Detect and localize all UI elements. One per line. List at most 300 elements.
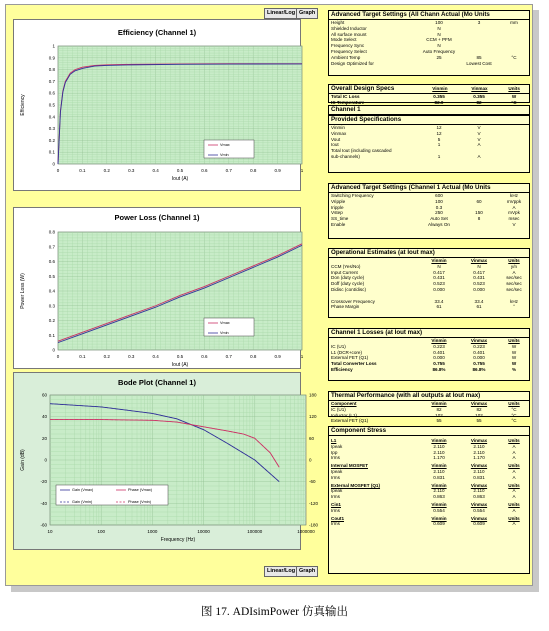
cell: 0.000 bbox=[433, 286, 445, 292]
cell: 0.523 bbox=[433, 281, 445, 287]
y2-tick-label: 0 bbox=[309, 457, 312, 463]
cell: 0.609 bbox=[433, 521, 445, 527]
y-tick-label: 0 bbox=[44, 457, 47, 463]
x-tick-label: 0.5 bbox=[176, 354, 184, 359]
cell: 1.170 bbox=[473, 455, 485, 461]
y-tick-label: 0.2 bbox=[48, 137, 55, 143]
cell: 8 bbox=[477, 216, 481, 222]
cell: W bbox=[511, 94, 517, 99]
x-tick-label: 0.2 bbox=[103, 168, 110, 173]
x-tick-label: 0.6 bbox=[201, 354, 208, 359]
cell: N bbox=[437, 25, 441, 31]
cell: 100 bbox=[435, 198, 443, 204]
cell: IC (U1) bbox=[331, 343, 346, 349]
table-row bbox=[329, 508, 529, 514]
panel-title: Component Stress bbox=[329, 427, 529, 436]
cell: A bbox=[512, 507, 516, 513]
cell: 86.8% bbox=[472, 366, 486, 372]
column-header: Units bbox=[508, 86, 520, 91]
cell: 0.755 bbox=[433, 361, 445, 367]
y2-tick-label: 180 bbox=[309, 392, 317, 398]
cell: Vinmin bbox=[331, 125, 345, 130]
results-panel bbox=[328, 10, 530, 76]
cell: L1 bbox=[331, 438, 337, 443]
legend-label: Vmin bbox=[220, 331, 229, 335]
cell: 0.431 bbox=[433, 275, 445, 281]
x-tick-label: 0 bbox=[56, 168, 60, 173]
x-tick-label: 0.3 bbox=[128, 354, 135, 359]
cell: Irms bbox=[331, 521, 340, 527]
cell: Vstep bbox=[331, 210, 343, 216]
x-tick-label: 0.1 bbox=[79, 354, 86, 359]
cell: 82 bbox=[436, 406, 442, 412]
cell: 12 bbox=[436, 125, 442, 130]
x-tick-label: 1000 bbox=[147, 529, 158, 534]
table-row bbox=[329, 154, 529, 160]
y-tick-label: -40 bbox=[40, 500, 47, 506]
cell: msec bbox=[508, 216, 520, 222]
cell: N bbox=[437, 43, 441, 49]
figure-caption: 图 17. ADIsimPower 仿真输出 bbox=[201, 606, 348, 618]
table-row bbox=[329, 304, 529, 310]
y2-tick-label: 60 bbox=[309, 435, 315, 441]
x-axis-label: Iout (A) bbox=[171, 362, 189, 368]
cell: External MOSFET (Q1) bbox=[331, 482, 381, 488]
cell: 2.110 bbox=[473, 443, 485, 449]
graph-button-bottom[interactable]: Graph bbox=[296, 566, 318, 577]
cell: Irms bbox=[331, 455, 340, 461]
cell: A bbox=[512, 449, 516, 455]
cell: Vinmin bbox=[431, 482, 447, 488]
cell: Vinmax bbox=[470, 438, 488, 443]
cell: 0.863 bbox=[433, 494, 445, 500]
cell bbox=[459, 222, 499, 228]
legend-label: Gain (Vmin) bbox=[72, 500, 93, 504]
cell: 61 bbox=[436, 304, 442, 310]
cell: IC (U1) bbox=[331, 406, 346, 412]
x-tick-label: 0 bbox=[56, 354, 60, 359]
cell: mVppk bbox=[506, 198, 522, 204]
cell: 0.609 bbox=[473, 521, 485, 527]
x-tick-label: 0.3 bbox=[128, 168, 135, 173]
y-tick-label: 0.1 bbox=[48, 149, 55, 155]
cell: Vinmin bbox=[431, 515, 447, 521]
cell: 102 bbox=[475, 412, 483, 418]
power-loss-chart-title: Power Loss (Channel 1) bbox=[114, 213, 200, 222]
cell: Units bbox=[508, 463, 520, 469]
cell: °C bbox=[511, 54, 517, 60]
cell: 2.110 bbox=[433, 468, 445, 474]
spreadsheet-sheet bbox=[5, 4, 533, 586]
cell: Inductor (L1) bbox=[331, 412, 358, 418]
x-tick-label: 100 bbox=[97, 529, 105, 534]
cell: 1 bbox=[437, 153, 441, 159]
cell: Irms bbox=[331, 494, 340, 500]
y-tick-label: 0.3 bbox=[48, 303, 55, 309]
cell: Units bbox=[508, 482, 520, 488]
cell: Units bbox=[508, 438, 520, 443]
cell: 0.223 bbox=[473, 343, 485, 349]
cell: 3 bbox=[477, 20, 481, 25]
cell: °C bbox=[511, 99, 517, 105]
cell: Always On bbox=[428, 221, 450, 227]
cell: Irms bbox=[331, 507, 340, 513]
bode-chart-panel bbox=[13, 372, 319, 550]
cell: 0.401 bbox=[433, 349, 445, 355]
cell: External FET (Q1) bbox=[331, 418, 369, 424]
table-row bbox=[329, 521, 529, 527]
cell: Ipeak bbox=[331, 488, 343, 494]
cell: Didisc (cont/disc) bbox=[331, 286, 366, 292]
cell: V bbox=[477, 136, 481, 142]
x-tick-label: 0.4 bbox=[152, 354, 159, 359]
y-axis-label: Gain (dB) bbox=[20, 449, 26, 471]
y-tick-label: 0.4 bbox=[48, 288, 55, 294]
cell: Vinmin bbox=[431, 501, 447, 507]
cell: A bbox=[512, 494, 516, 500]
panel-title: Operational Estimates (at Iout max) bbox=[329, 249, 529, 258]
cell: 85 bbox=[476, 54, 482, 60]
cell: Irms bbox=[331, 474, 340, 480]
cell: W bbox=[511, 361, 517, 367]
y-tick-label: 0.6 bbox=[48, 259, 55, 264]
table-row bbox=[329, 455, 529, 461]
y-tick-label: 0.5 bbox=[48, 102, 55, 108]
panel-title: Advanced Target Settings (Channel 1 Actual (Mo Units bbox=[329, 184, 529, 193]
results-panel bbox=[328, 426, 530, 574]
panel-subtitle: Provided Specifications bbox=[329, 115, 529, 125]
cell: 0.863 bbox=[473, 494, 485, 500]
cell: 0.431 bbox=[473, 275, 485, 281]
cell: Cout1 bbox=[331, 515, 345, 521]
cell: mVpk bbox=[508, 210, 520, 216]
cell: 0.000 bbox=[433, 355, 445, 361]
cell: 82.0 bbox=[434, 99, 444, 105]
cell: Internal MOSFET bbox=[331, 463, 369, 469]
table-row bbox=[329, 475, 529, 481]
y-tick-label: 0 bbox=[52, 347, 55, 353]
cell: Units bbox=[508, 338, 520, 343]
cell: Ipeak bbox=[331, 443, 343, 449]
cell: 1.170 bbox=[433, 455, 445, 461]
cell: 82 bbox=[476, 99, 482, 105]
y-tick-label: -20 bbox=[40, 479, 47, 485]
cell: Vinmin bbox=[431, 401, 447, 406]
efficiency-chart-title: Efficiency (Channel 1) bbox=[117, 28, 197, 37]
legend-label: Vmax bbox=[220, 321, 230, 325]
y-tick-label: 0.8 bbox=[48, 229, 55, 235]
column-header: Vinmax bbox=[471, 86, 488, 91]
results-panel bbox=[328, 248, 530, 318]
cell: 61 bbox=[476, 304, 482, 310]
y-tick-label: 0.3 bbox=[48, 126, 55, 132]
cell: Switching Frequency bbox=[331, 193, 374, 198]
cell: Total Iout (including cascaded bbox=[331, 148, 392, 154]
cell: 55 bbox=[476, 418, 482, 424]
cell: 2.110 bbox=[433, 443, 445, 449]
cell: 2.110 bbox=[473, 468, 485, 474]
linear-log-button-bottom[interactable]: Linear/Log bbox=[264, 566, 298, 577]
linear-log-button[interactable]: Linear/Log bbox=[264, 8, 298, 19]
cell: Units bbox=[508, 401, 520, 406]
results-panel bbox=[328, 391, 530, 424]
cell: 0.223 bbox=[433, 343, 445, 349]
cell: A bbox=[512, 204, 516, 210]
cell: W bbox=[511, 343, 517, 349]
bode-chart bbox=[14, 373, 319, 549]
y-tick-label: 0 bbox=[52, 161, 55, 167]
y-tick-label: 0.2 bbox=[48, 318, 55, 323]
cell: sec/sec bbox=[506, 275, 522, 281]
y2-tick-label: -60 bbox=[309, 479, 316, 485]
cell: CCM (Yes/No) bbox=[331, 263, 361, 269]
x-tick-label: 10000 bbox=[197, 529, 210, 534]
cell: L1 (DCR+core) bbox=[331, 349, 363, 355]
cell: 0.355 bbox=[433, 94, 445, 99]
cell: IC Temperature bbox=[331, 99, 365, 105]
cell bbox=[499, 61, 529, 67]
x-tick-label: 0.8 bbox=[250, 354, 257, 359]
cell: °C bbox=[511, 406, 517, 412]
x-tick-label: 1 bbox=[300, 354, 304, 359]
cell: All surface mount bbox=[331, 31, 367, 37]
efficiency-chart-panel bbox=[13, 19, 304, 191]
cell: Vinmin bbox=[431, 258, 447, 263]
table-row bbox=[329, 418, 529, 424]
x-tick-label: 0.7 bbox=[225, 354, 232, 359]
cell: Vinmax bbox=[470, 515, 488, 521]
table-row bbox=[329, 494, 529, 500]
cell: A bbox=[512, 455, 516, 461]
panel-title bbox=[329, 85, 529, 94]
panel-title: Channel 1 bbox=[329, 106, 529, 115]
cell: Shielded Inductor bbox=[331, 25, 367, 31]
power-loss-chart-panel bbox=[13, 207, 304, 369]
x-axis-label: Iout (A) bbox=[171, 176, 189, 182]
cell: 5 bbox=[437, 136, 441, 142]
cell: Lowest Cost bbox=[466, 60, 492, 66]
cell: Iripple bbox=[331, 204, 344, 210]
cell: 86.8% bbox=[432, 366, 446, 372]
legend-label: Phase (Vmax) bbox=[128, 488, 153, 492]
cell: 2.110 bbox=[433, 488, 445, 494]
cell: Doff (duty cycle) bbox=[331, 281, 365, 287]
cell: W bbox=[511, 355, 517, 361]
x-tick-label: 10 bbox=[47, 529, 53, 534]
cell: Input Current bbox=[331, 269, 358, 275]
cell: % bbox=[511, 366, 517, 372]
x-tick-label: 0.4 bbox=[152, 168, 159, 173]
table-row bbox=[329, 367, 529, 373]
cell: Frequency Sync bbox=[331, 43, 365, 49]
cell: Efficiency bbox=[331, 366, 353, 372]
y2-tick-label: 120 bbox=[309, 414, 317, 420]
cell: 82 bbox=[476, 406, 482, 412]
y-tick-label: 0.9 bbox=[48, 55, 55, 61]
x-axis-label: Frequency (Hz) bbox=[160, 537, 196, 543]
bode-chart-title: Bode Plot (Channel 1) bbox=[118, 378, 196, 387]
panel-title-text: Overall Design Specs bbox=[331, 85, 395, 92]
cell: Units bbox=[508, 258, 520, 263]
efficiency-chart bbox=[14, 20, 304, 190]
cell: Total IC Loss bbox=[331, 94, 360, 99]
cell: A bbox=[512, 443, 516, 449]
x-tick-label: 1000000 bbox=[297, 529, 315, 534]
x-tick-label: 0.9 bbox=[274, 168, 281, 173]
x-tick-label: 0.1 bbox=[79, 168, 86, 173]
y-axis-label: Efficiency bbox=[20, 94, 26, 116]
cell: Vinmax bbox=[470, 463, 488, 469]
cell: kHz bbox=[510, 193, 518, 198]
results-panel bbox=[328, 105, 530, 173]
y2-tick-label: -180 bbox=[309, 522, 319, 528]
cell: 12 bbox=[436, 130, 442, 136]
x-tick-label: 0.6 bbox=[201, 168, 208, 173]
x-tick-label: 0.8 bbox=[250, 168, 257, 173]
x-tick-label: 1 bbox=[300, 168, 304, 173]
cell: 0.000 bbox=[473, 286, 485, 292]
cell: Total Converter Loss bbox=[331, 361, 377, 367]
cell: 150 bbox=[475, 210, 483, 216]
cell: 33.4 bbox=[434, 298, 444, 304]
cell: °C bbox=[511, 412, 517, 418]
table-row bbox=[329, 222, 529, 228]
y-axis-label: Power Loss (W) bbox=[20, 273, 26, 309]
cell: ° bbox=[513, 304, 515, 310]
cell: 0.401 bbox=[473, 349, 485, 355]
cell: Enable bbox=[331, 221, 346, 227]
cell: Mode Select bbox=[331, 37, 357, 43]
cell: Vinmax bbox=[470, 482, 488, 488]
cell: Height bbox=[331, 20, 345, 25]
cell: Cin1 bbox=[331, 501, 341, 507]
y-tick-label: 40 bbox=[41, 414, 47, 420]
cell: V bbox=[512, 221, 516, 227]
y-tick-label: 0.8 bbox=[48, 67, 55, 73]
y-tick-label: 0.7 bbox=[48, 244, 55, 250]
x-tick-label: 0.2 bbox=[103, 354, 110, 359]
x-tick-label: 0.5 bbox=[176, 168, 184, 173]
cell: Iout bbox=[331, 142, 339, 148]
cell: Vinmax bbox=[470, 501, 488, 507]
cell: 2.110 bbox=[433, 449, 445, 455]
cell: Ipeak bbox=[331, 468, 343, 474]
y-tick-label: 0.6 bbox=[48, 90, 55, 96]
cell: 0.523 bbox=[473, 281, 485, 287]
y2-tick-label: -120 bbox=[309, 500, 319, 506]
cell: V bbox=[477, 125, 481, 130]
cell: °C bbox=[511, 418, 517, 424]
cell: A bbox=[512, 488, 516, 494]
cell: N bbox=[477, 263, 481, 269]
cell: A bbox=[477, 153, 481, 159]
cell: Ambient Temp bbox=[331, 54, 361, 60]
cell: mm bbox=[510, 20, 518, 25]
cell: y/n bbox=[510, 263, 518, 269]
y-tick-label: 1 bbox=[52, 43, 55, 49]
cell: 25 bbox=[436, 54, 442, 60]
cell: Vout bbox=[331, 136, 341, 142]
cell: A bbox=[512, 474, 516, 480]
cell: Crossover Frequency bbox=[331, 298, 375, 304]
cell: 0.000 bbox=[473, 355, 485, 361]
cell: sec/sec bbox=[506, 281, 522, 287]
results-panel bbox=[328, 328, 530, 381]
cell: N bbox=[437, 31, 441, 37]
graph-button[interactable]: Graph bbox=[296, 8, 318, 19]
cell: 0.417 bbox=[433, 269, 445, 275]
y-tick-label: 60 bbox=[41, 392, 47, 398]
cell: 0.417 bbox=[473, 269, 485, 275]
cell: 2.110 bbox=[473, 449, 485, 455]
legend-label: Vmin bbox=[220, 153, 229, 157]
cell: A bbox=[512, 521, 516, 527]
cell: Frequency Select bbox=[331, 48, 367, 54]
cell: Auto Frequency bbox=[422, 48, 456, 54]
cell: 1 bbox=[437, 142, 441, 148]
cell: SS_time bbox=[331, 216, 349, 222]
results-panel bbox=[328, 84, 530, 103]
cell: Phase Margin bbox=[331, 304, 360, 310]
cell: Vinmax bbox=[470, 401, 488, 406]
cell: 55 bbox=[436, 418, 442, 424]
cell: 0.755 bbox=[473, 361, 485, 367]
cell: Vinmax bbox=[470, 338, 488, 343]
cell: CCM + PFM bbox=[426, 37, 452, 43]
cell: 0.554 bbox=[433, 507, 445, 513]
panel-title: Channel 1 Losses (at Iout max) bbox=[329, 329, 529, 338]
y-tick-label: 20 bbox=[41, 435, 47, 441]
cell: Don (duty cycle) bbox=[331, 275, 365, 281]
results-panel bbox=[328, 183, 530, 239]
cell: Vripple bbox=[331, 198, 346, 204]
cell: 102 bbox=[435, 412, 443, 418]
cell: Auto Set bbox=[430, 216, 448, 222]
cell: Vinmax bbox=[470, 258, 488, 263]
cell bbox=[419, 61, 459, 67]
cell: 0.3 bbox=[435, 204, 443, 210]
x-tick-label: 0.9 bbox=[274, 354, 281, 359]
cell: Design Optimized for bbox=[331, 60, 374, 66]
cell: 60 bbox=[476, 198, 482, 204]
x-tick-label: 100000 bbox=[247, 529, 263, 534]
cell: Vinmin bbox=[431, 338, 447, 343]
cell: W bbox=[511, 349, 517, 355]
cell: Component bbox=[331, 401, 357, 406]
panel-title: Thermal Performance (with all outputs at Iout max) bbox=[329, 392, 529, 401]
x-tick-label: 0.7 bbox=[225, 168, 232, 173]
y-tick-label: -60 bbox=[40, 522, 47, 528]
panel-title: Advanced Target Settings (All Chann Actual (Mo Units bbox=[329, 11, 529, 20]
cell bbox=[499, 154, 529, 160]
cell: Vinmin bbox=[431, 438, 447, 443]
power-loss-chart bbox=[14, 208, 304, 368]
cell: 0.355 bbox=[473, 94, 485, 99]
y-tick-label: 0.1 bbox=[48, 332, 55, 338]
cell: A bbox=[477, 142, 481, 148]
cell: A bbox=[512, 468, 516, 474]
cell: sec/sec bbox=[506, 286, 522, 292]
y-tick-label: 0.4 bbox=[48, 114, 55, 120]
cell: 600 bbox=[435, 193, 443, 198]
cell: A bbox=[512, 269, 516, 275]
cell: Ipp bbox=[331, 449, 338, 455]
cell: kHz bbox=[510, 298, 518, 304]
y-tick-label: 0.7 bbox=[48, 78, 55, 84]
cell: 0.554 bbox=[473, 507, 485, 513]
cell: Units bbox=[508, 515, 520, 521]
cell: 250 bbox=[435, 210, 443, 216]
